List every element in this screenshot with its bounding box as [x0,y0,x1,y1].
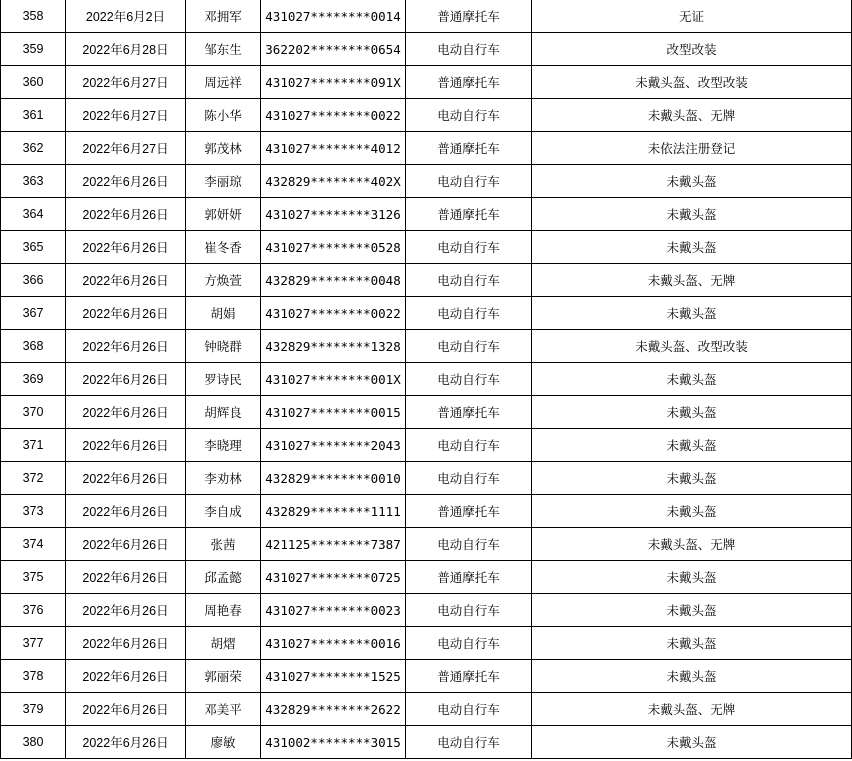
person-name-cell: 郭丽荣 [186,660,261,693]
id-number-cell: 432829********0048 [261,264,406,297]
id-number-cell: 431027********1525 [261,660,406,693]
violation-cell: 未戴头盔 [532,165,852,198]
table-row [1,396,852,429]
vehicle-type-cell: 普通摩托车 [406,396,532,429]
record-number-cell: 380 [1,726,66,759]
record-number-cell: 368 [1,330,66,363]
person-name-cell: 钟晓群 [186,330,261,363]
date-cell: 2022年6月27日 [66,66,186,99]
person-name-cell: 李丽琼 [186,165,261,198]
record-number-cell: 373 [1,495,66,528]
vehicle-type-cell: 电动自行车 [406,33,532,66]
violation-cell: 无证 [532,0,852,33]
vehicle-type-cell: 电动自行车 [406,429,532,462]
id-number-cell: 431027********0014 [261,0,406,33]
vehicle-type-cell: 电动自行车 [406,363,532,396]
table-row [1,66,852,99]
id-number-cell: 431027********0016 [261,627,406,660]
date-cell: 2022年6月26日 [66,462,186,495]
vehicle-type-cell: 电动自行车 [406,231,532,264]
table-row [1,330,852,363]
vehicle-type-cell: 电动自行车 [406,627,532,660]
record-number-cell: 372 [1,462,66,495]
violation-cell: 未戴头盔 [532,396,852,429]
date-cell: 2022年6月26日 [66,660,186,693]
date-cell: 2022年6月26日 [66,264,186,297]
violation-cell: 未戴头盔 [532,231,852,264]
table-row [1,33,852,66]
table-row [1,594,852,627]
vehicle-type-cell: 普通摩托车 [406,132,532,165]
table-body [1,0,852,759]
vehicle-type-cell: 电动自行车 [406,165,532,198]
record-number-cell: 377 [1,627,66,660]
vehicle-type-cell: 普通摩托车 [406,198,532,231]
record-number-cell: 365 [1,231,66,264]
vehicle-type-cell: 普通摩托车 [406,66,532,99]
person-name-cell: 邹东生 [186,33,261,66]
record-number-cell: 359 [1,33,66,66]
id-number-cell: 431027********4012 [261,132,406,165]
date-cell: 2022年6月26日 [66,627,186,660]
violation-cell: 未戴头盔 [532,627,852,660]
vehicle-type-cell: 普通摩托车 [406,0,532,33]
vehicle-type-cell: 电动自行车 [406,726,532,759]
id-number-cell: 431027********0015 [261,396,406,429]
date-cell: 2022年6月26日 [66,726,186,759]
date-cell: 2022年6月26日 [66,165,186,198]
vehicle-type-cell: 电动自行车 [406,528,532,561]
vehicle-type-cell: 电动自行车 [406,693,532,726]
violation-cell: 未戴头盔 [532,561,852,594]
record-number-cell: 379 [1,693,66,726]
vehicle-type-cell: 电动自行车 [406,297,532,330]
table-row [1,99,852,132]
vehicle-type-cell: 普通摩托车 [406,561,532,594]
vehicle-type-cell: 普通摩托车 [406,660,532,693]
table-row [1,660,852,693]
id-number-cell: 432829********0010 [261,462,406,495]
table-row [1,726,852,759]
record-number-cell: 358 [1,0,66,33]
violation-cell: 未戴头盔、改型改装 [532,330,852,363]
person-name-cell: 邱孟懿 [186,561,261,594]
record-number-cell: 362 [1,132,66,165]
violation-cell: 改型改装 [532,33,852,66]
table-row [1,297,852,330]
person-name-cell: 方焕萱 [186,264,261,297]
id-number-cell: 431027********0022 [261,99,406,132]
id-number-cell: 432829********2622 [261,693,406,726]
date-cell: 2022年6月26日 [66,693,186,726]
record-number-cell: 375 [1,561,66,594]
violation-cell: 未戴头盔 [532,495,852,528]
vehicle-type-cell: 电动自行车 [406,264,532,297]
id-number-cell: 431027********2043 [261,429,406,462]
violation-cell: 未戴头盔、无牌 [532,99,852,132]
person-name-cell: 廖敏 [186,726,261,759]
record-number-cell: 364 [1,198,66,231]
record-number-cell: 374 [1,528,66,561]
person-name-cell: 陈小华 [186,99,261,132]
id-number-cell: 421125********7387 [261,528,406,561]
record-number-cell: 367 [1,297,66,330]
date-cell: 2022年6月28日 [66,33,186,66]
table-row [1,528,852,561]
id-number-cell: 431027********3126 [261,198,406,231]
vehicle-type-cell: 电动自行车 [406,462,532,495]
table-row [1,627,852,660]
violation-cell: 未戴头盔、无牌 [532,528,852,561]
date-cell: 2022年6月26日 [66,330,186,363]
id-number-cell: 431027********0528 [261,231,406,264]
id-number-cell: 432829********402X [261,165,406,198]
person-name-cell: 李自成 [186,495,261,528]
date-cell: 2022年6月26日 [66,495,186,528]
record-number-cell: 371 [1,429,66,462]
person-name-cell: 郭茂林 [186,132,261,165]
person-name-cell: 胡辉良 [186,396,261,429]
violation-cell: 未戴头盔、无牌 [532,693,852,726]
table-row [1,561,852,594]
person-name-cell: 张茜 [186,528,261,561]
id-number-cell: 431027********0023 [261,594,406,627]
violation-cell: 未戴头盔、改型改装 [532,66,852,99]
vehicle-type-cell: 电动自行车 [406,99,532,132]
id-number-cell: 432829********1328 [261,330,406,363]
person-name-cell: 李劝林 [186,462,261,495]
person-name-cell: 周艳春 [186,594,261,627]
table-row [1,429,852,462]
person-name-cell: 邓拥军 [186,0,261,33]
person-name-cell: 胡娟 [186,297,261,330]
vehicle-type-cell: 普通摩托车 [406,495,532,528]
violation-cell: 未戴头盔 [532,363,852,396]
table-row [1,231,852,264]
violation-cell: 未戴头盔 [532,462,852,495]
record-number-cell: 363 [1,165,66,198]
violation-cell: 未戴头盔 [532,429,852,462]
id-number-cell: 432829********1111 [261,495,406,528]
date-cell: 2022年6月26日 [66,528,186,561]
date-cell: 2022年6月26日 [66,396,186,429]
id-number-cell: 431027********0725 [261,561,406,594]
person-name-cell: 郭妍妍 [186,198,261,231]
date-cell: 2022年6月27日 [66,132,186,165]
record-number-cell: 360 [1,66,66,99]
id-number-cell: 431002********3015 [261,726,406,759]
date-cell: 2022年6月26日 [66,198,186,231]
vehicle-type-cell: 电动自行车 [406,330,532,363]
table-row [1,462,852,495]
vehicle-type-cell: 电动自行车 [406,594,532,627]
violation-cell: 未戴头盔、无牌 [532,264,852,297]
table-row [1,0,852,33]
record-number-cell: 366 [1,264,66,297]
violation-cell: 未戴头盔 [532,594,852,627]
table-row [1,198,852,231]
date-cell: 2022年6月26日 [66,594,186,627]
person-name-cell: 邓美平 [186,693,261,726]
date-cell: 2022年6月26日 [66,297,186,330]
date-cell: 2022年6月26日 [66,561,186,594]
violation-cell: 未戴头盔 [532,726,852,759]
violation-cell: 未戴头盔 [532,297,852,330]
record-number-cell: 370 [1,396,66,429]
violation-cell: 未依法注册登记 [532,132,852,165]
date-cell: 2022年6月26日 [66,363,186,396]
table-row [1,165,852,198]
person-name-cell: 罗诗民 [186,363,261,396]
person-name-cell: 崔冬香 [186,231,261,264]
date-cell: 2022年6月26日 [66,231,186,264]
date-cell: 2022年6月27日 [66,99,186,132]
table-row [1,495,852,528]
table-row [1,132,852,165]
table-row [1,693,852,726]
id-number-cell: 431027********0022 [261,297,406,330]
date-cell: 2022年6月26日 [66,429,186,462]
violation-cell: 未戴头盔 [532,198,852,231]
date-cell: 2022年6月2日 [66,0,186,33]
table-row [1,264,852,297]
record-number-cell: 376 [1,594,66,627]
record-number-cell: 378 [1,660,66,693]
person-name-cell: 胡熠 [186,627,261,660]
person-name-cell: 周远祥 [186,66,261,99]
id-number-cell: 431027********091X [261,66,406,99]
violation-cell: 未戴头盔 [532,660,852,693]
id-number-cell: 431027********001X [261,363,406,396]
record-number-cell: 369 [1,363,66,396]
id-number-cell: 362202********0654 [261,33,406,66]
table-row [1,363,852,396]
record-number-cell: 361 [1,99,66,132]
person-name-cell: 李晓理 [186,429,261,462]
